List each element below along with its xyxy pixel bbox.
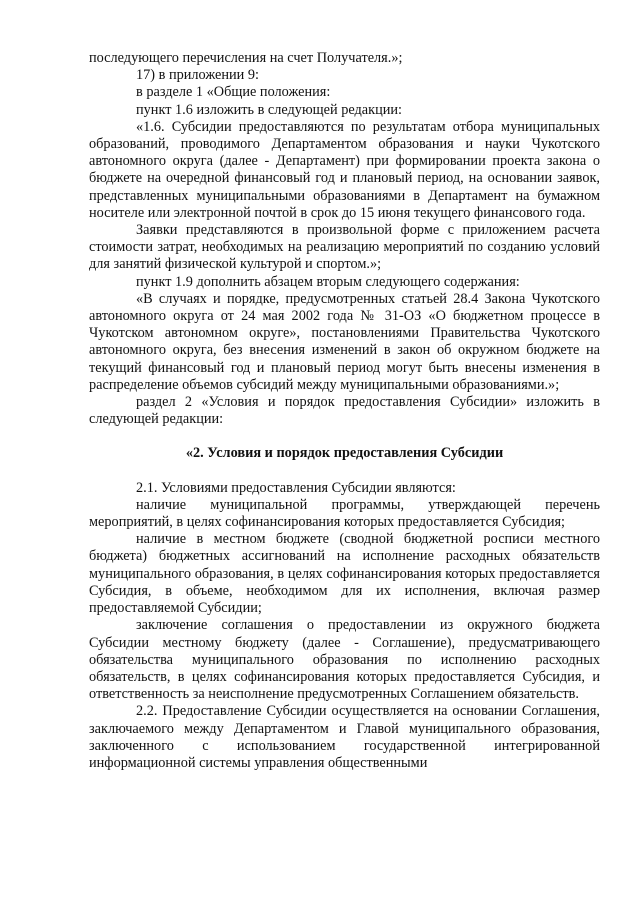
paragraph-2-2: 2.2. Предоставление Субсидии осуществляется на основании Соглашения, заключаемого между Департаментом и Главой муниципального образования, заключенного с использованием государственной интегрированной информационной системы управления общественными xyxy=(89,703,600,771)
paragraph-condition-budget: наличие в местном бюджете (сводной бюджетной росписи местного бюджета) бюджетных ассигнований на исполнение расходных обязательств муниципального образования, в целях софинансирования которых предоставляется Субсидия, в объеме, необходимом для их исполнения, включая размер предоставляемой Субсидии; xyxy=(89,531,600,617)
paragraph-1-6-text: «1.6. Субсидии предоставляются по результатам отбора муниципальных образований, проводимого Департаментом образования и науки Чукотского автономного округа (далее - Департамент) при формировании проекта закона о бюджете на очередной финансовый год и плановый период, на основании заявок, представленных муниципальными образованиями в Департамент на бумажном носителе или электронной почтой в срок до 15 июня текущего финансового года. xyxy=(89,118,600,221)
paragraph-1-9-text: «В случаях и порядке, предусмотренных статьей 28.4 Закона Чукотского автономного округа от 24 мая 2002 года № 31-ОЗ «О бюджетном процессе в Чукотском автономном округе», постановлениями Правительства Чукотского автономного округа, без внесения изменений в закон об окружном бюджете на текущий финансовый год и плановый период могут быть внесены изменения в распределение объемов субсидий между муниципальными образованиями.»; xyxy=(89,290,600,393)
paragraph-continuation: последующего перечисления на счет Получателя.»; xyxy=(89,50,403,66)
paragraph-applications: Заявки представляются в произвольной форме с приложением расчета стоимости затрат, необходимых на реализацию мероприятий по созданию условий для занятий физической культурой и спортом.»; xyxy=(89,222,600,273)
paragraph-section-2-intro: раздел 2 «Условия и порядок предоставления Субсидии» изложить в следующей редакции: xyxy=(89,394,600,428)
paragraph-item-17: 17) в приложении 9: xyxy=(136,67,260,84)
paragraph-2-1: 2.1. Условиями предоставления Субсидии являются: xyxy=(136,479,456,496)
paragraph-section-1: в разделе 1 «Общие положения: xyxy=(136,84,331,101)
paragraph-point-1-6: пункт 1.6 изложить в следующей редакции: xyxy=(136,101,403,118)
paragraph-condition-program: наличие муниципальной программы, утверждающей перечень мероприятий, в целях софинансирования которых предоставляется Субсидия; xyxy=(89,496,600,531)
paragraph-point-1-9: пункт 1.9 дополнить абзацем вторым следующего содержания: xyxy=(136,273,520,290)
paragraph-condition-agreement: заключение соглашения о предоставлении из окружного бюджета Субсидии местному бюджету (далее - Соглашение), предусматривающего обязательства муниципального образования по исполнению расходных обязательств, в целях софинансирования которых предоставляется Субсидия, и ответственность за неисполнение предусмотренных Соглашением обязательств. xyxy=(89,617,600,703)
section-heading: «2. Условия и порядок предоставления Субсидии xyxy=(185,445,504,462)
